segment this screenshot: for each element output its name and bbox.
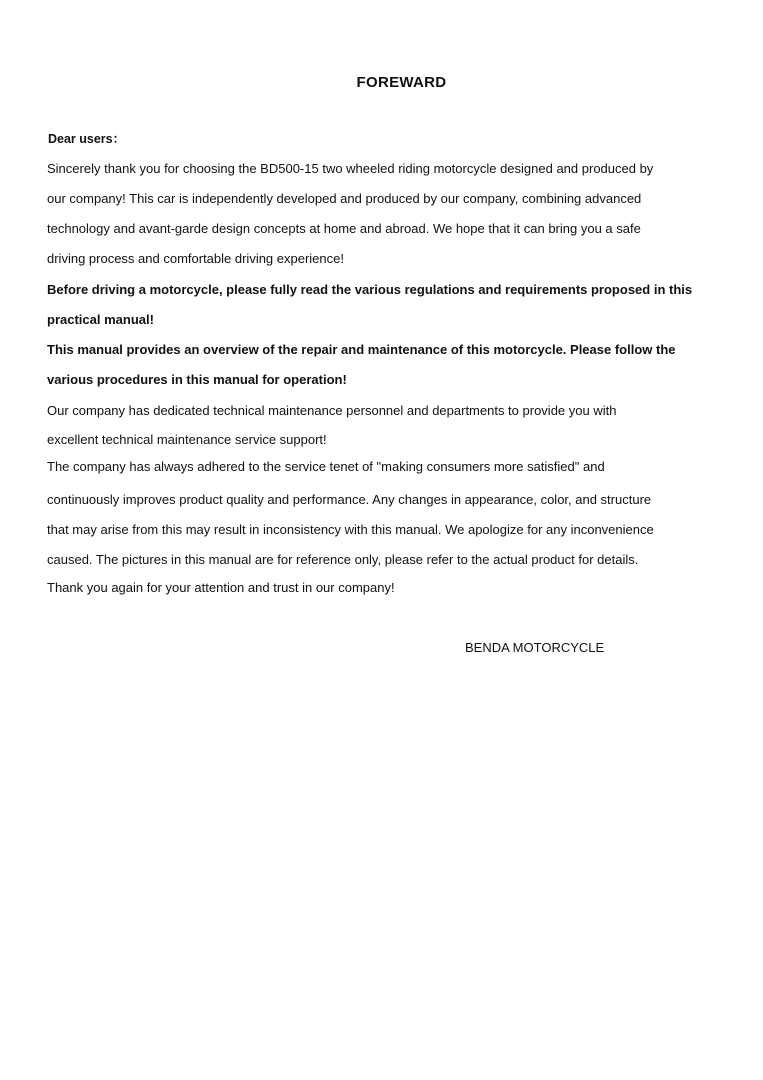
notice-line: various procedures in this manual for operation! (47, 372, 347, 387)
paragraph-line: Sincerely thank you for choosing the BD500-15 two wheeled riding motorcycle designed and produced by (47, 161, 654, 176)
notice-line: practical manual! (47, 312, 154, 327)
paragraph-line: Our company has dedicated technical maintenance personnel and departments to provide you with (47, 403, 617, 418)
paragraph-line: technology and avant-garde design concepts at home and abroad. We hope that it can bring you a safe (47, 221, 641, 236)
paragraph-line: excellent technical maintenance service support! (47, 432, 327, 447)
notice-line: This manual provides an overview of the repair and maintenance of this motorcycle. Please follow the (47, 342, 676, 357)
notice-line: Before driving a motorcycle, please fully read the various regulations and requirements proposed in this (47, 282, 693, 297)
paragraph-line: driving process and comfortable driving experience! (47, 251, 344, 266)
paragraph-line: Thank you again for your attention and trust in our company! (47, 580, 395, 595)
paragraph-line: our company! This car is independently developed and produced by our company, combining advanced (47, 191, 642, 206)
signature: BENDA MOTORCYCLE (465, 640, 605, 655)
paragraph-line: continuously improves product quality and performance. Any changes in appearance, color, and structure (47, 492, 652, 507)
salutation: Dear users： (48, 132, 126, 146)
paragraph-line: The company has always adhered to the service tenet of "making consumers more satisfied" and (47, 459, 605, 474)
paragraph-line: caused. The pictures in this manual are for reference only, please refer to the actual product for details. (47, 552, 639, 567)
page-title: FOREWARD (356, 74, 447, 91)
paragraph-line: that may arise from this may result in inconsistency with this manual. We apologize for any inconvenience (47, 522, 654, 537)
